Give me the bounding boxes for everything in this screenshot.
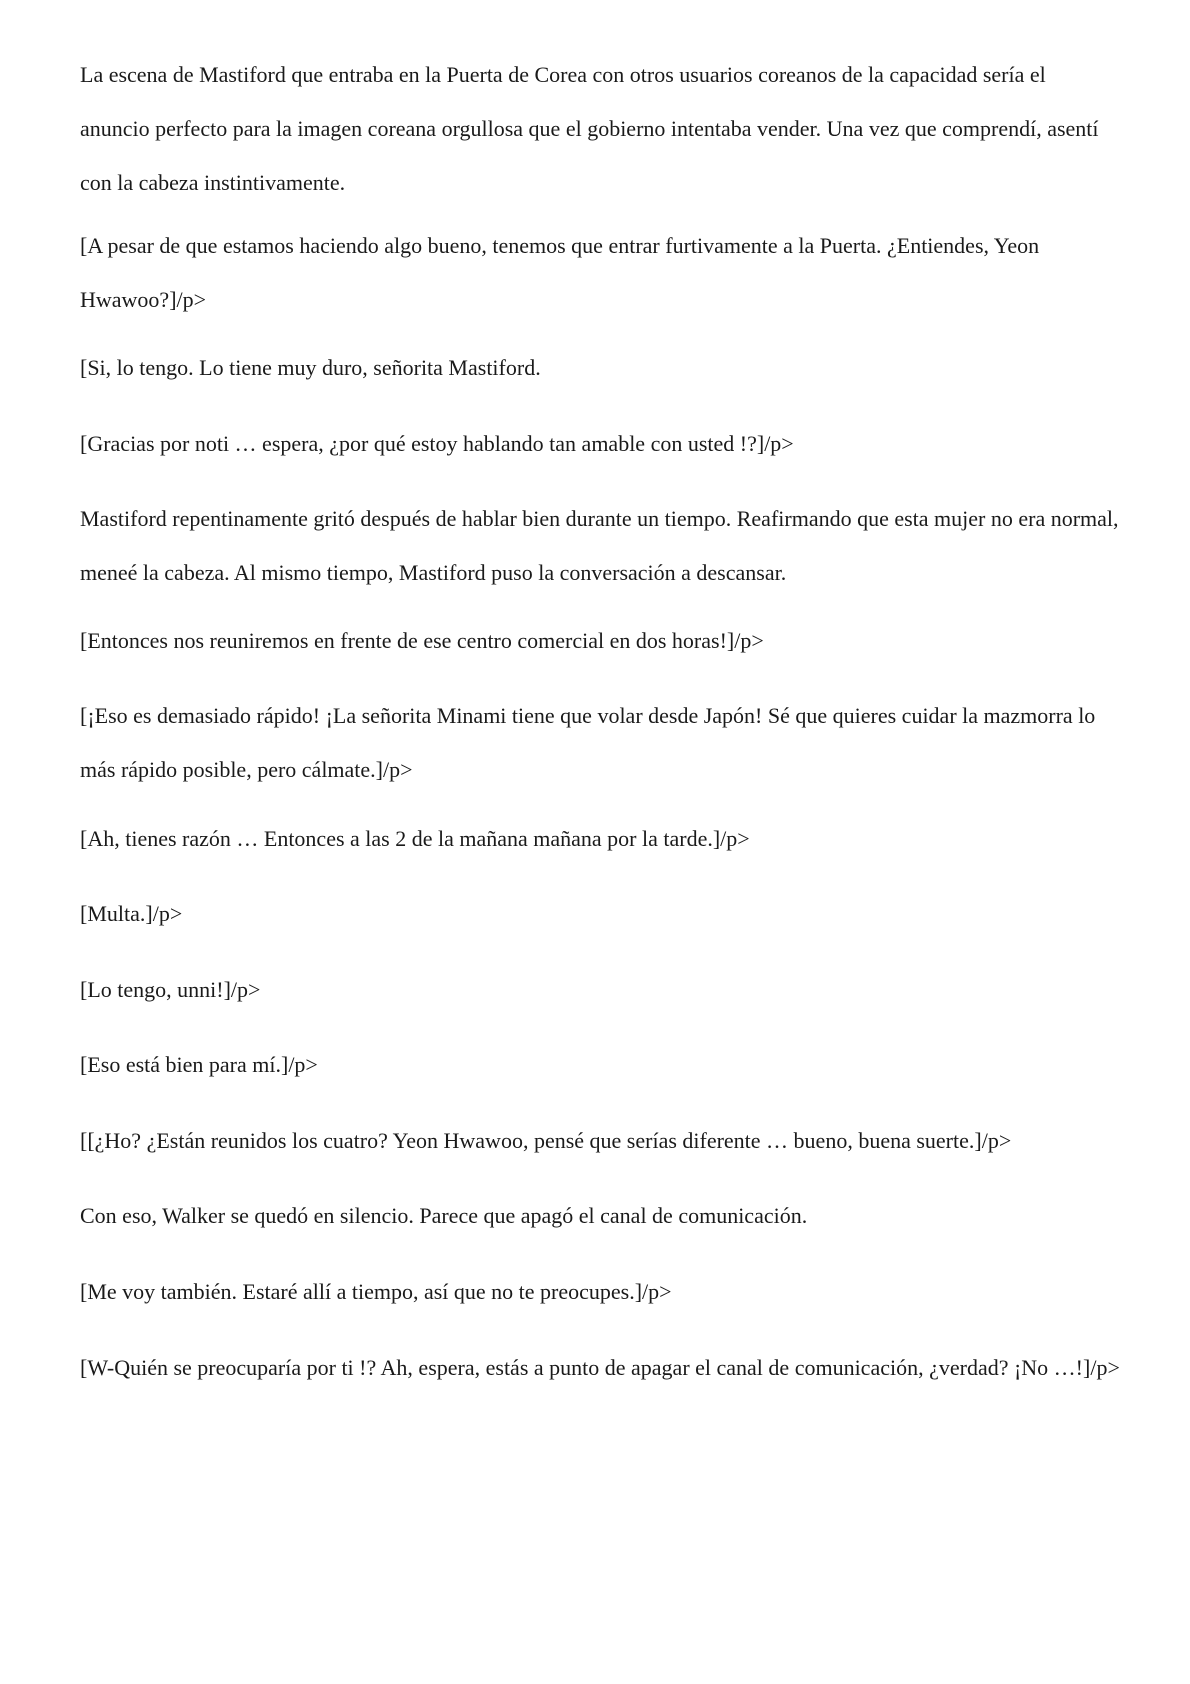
paragraph-dialogue-10: [[¿Ho? ¿Están reunidos los cuatro? Yeon Hwawoo, pensé que serías diferente … bueno, buena suerte.]/p> [80,1128,1012,1153]
paragraph-dialogue-9: [Eso está bien para mí.]/p> [80,1052,318,1077]
paragraph-dialogue-8: [Lo tengo, unni!]/p> [80,977,261,1002]
paragraph-narration-2: Mastiford repentinamente gritó después de hablar bien durante un tiempo. Reafirmando que esta mujer no era normal, meneé la cabeza. Al mismo tiempo, Mastiford puso la conversación a descansar. [80,506,1119,585]
paragraph-dialogue-1: [A pesar de que estamos haciendo algo bueno, tenemos que entrar furtivamente a la Puerta. ¿Entiendes, Yeon Hwawoo?]/p> [80,233,1040,312]
paragraph-dialogue-4: [Entonces nos reuniremos en frente de ese centro comercial en dos horas!]/p> [80,628,764,653]
paragraph-dialogue-7: [Multa.]/p> [80,901,183,926]
paragraph-dialogue-2: [Si, lo tengo. Lo tiene muy duro, señorita Mastiford. [80,355,541,380]
paragraph-dialogue-12: [W-Quién se preocuparía por ti !? Ah, espera, estás a punto de apagar el canal de comunicación, ¿verdad? ¡No …!]/p> [80,1355,1120,1380]
paragraph-dialogue-6: [Ah, tienes razón … Entonces a las 2 de la mañana mañana por la tarde.]/p> [80,826,750,851]
paragraph-dialogue-5: [¡Eso es demasiado rápido! ¡La señorita Minami tiene que volar desde Japón! Sé que quieres cuidar la mazmorra lo más rápido posible, pero cálmate.]/p> [80,703,1096,782]
paragraph-narration-1: La escena de Mastiford que entraba en la Puerta de Corea con otros usuarios coreanos de la capacidad sería el anuncio perfecto para la imagen coreana orgullosa que el gobierno intentaba vender. Una vez que comprendí, asentí con la cabeza instintivamente. [80,62,1099,195]
paragraph-narration-3: Con eso, Walker se quedó en silencio. Parece que apagó el canal de comunicación. [80,1203,808,1228]
paragraph-dialogue-11: [Me voy también. Estaré allí a tiempo, así que no te preocupes.]/p> [80,1279,672,1304]
paragraph-dialogue-3: [Gracias por noti … espera, ¿por qué estoy hablando tan amable con usted !?]/p> [80,431,794,456]
